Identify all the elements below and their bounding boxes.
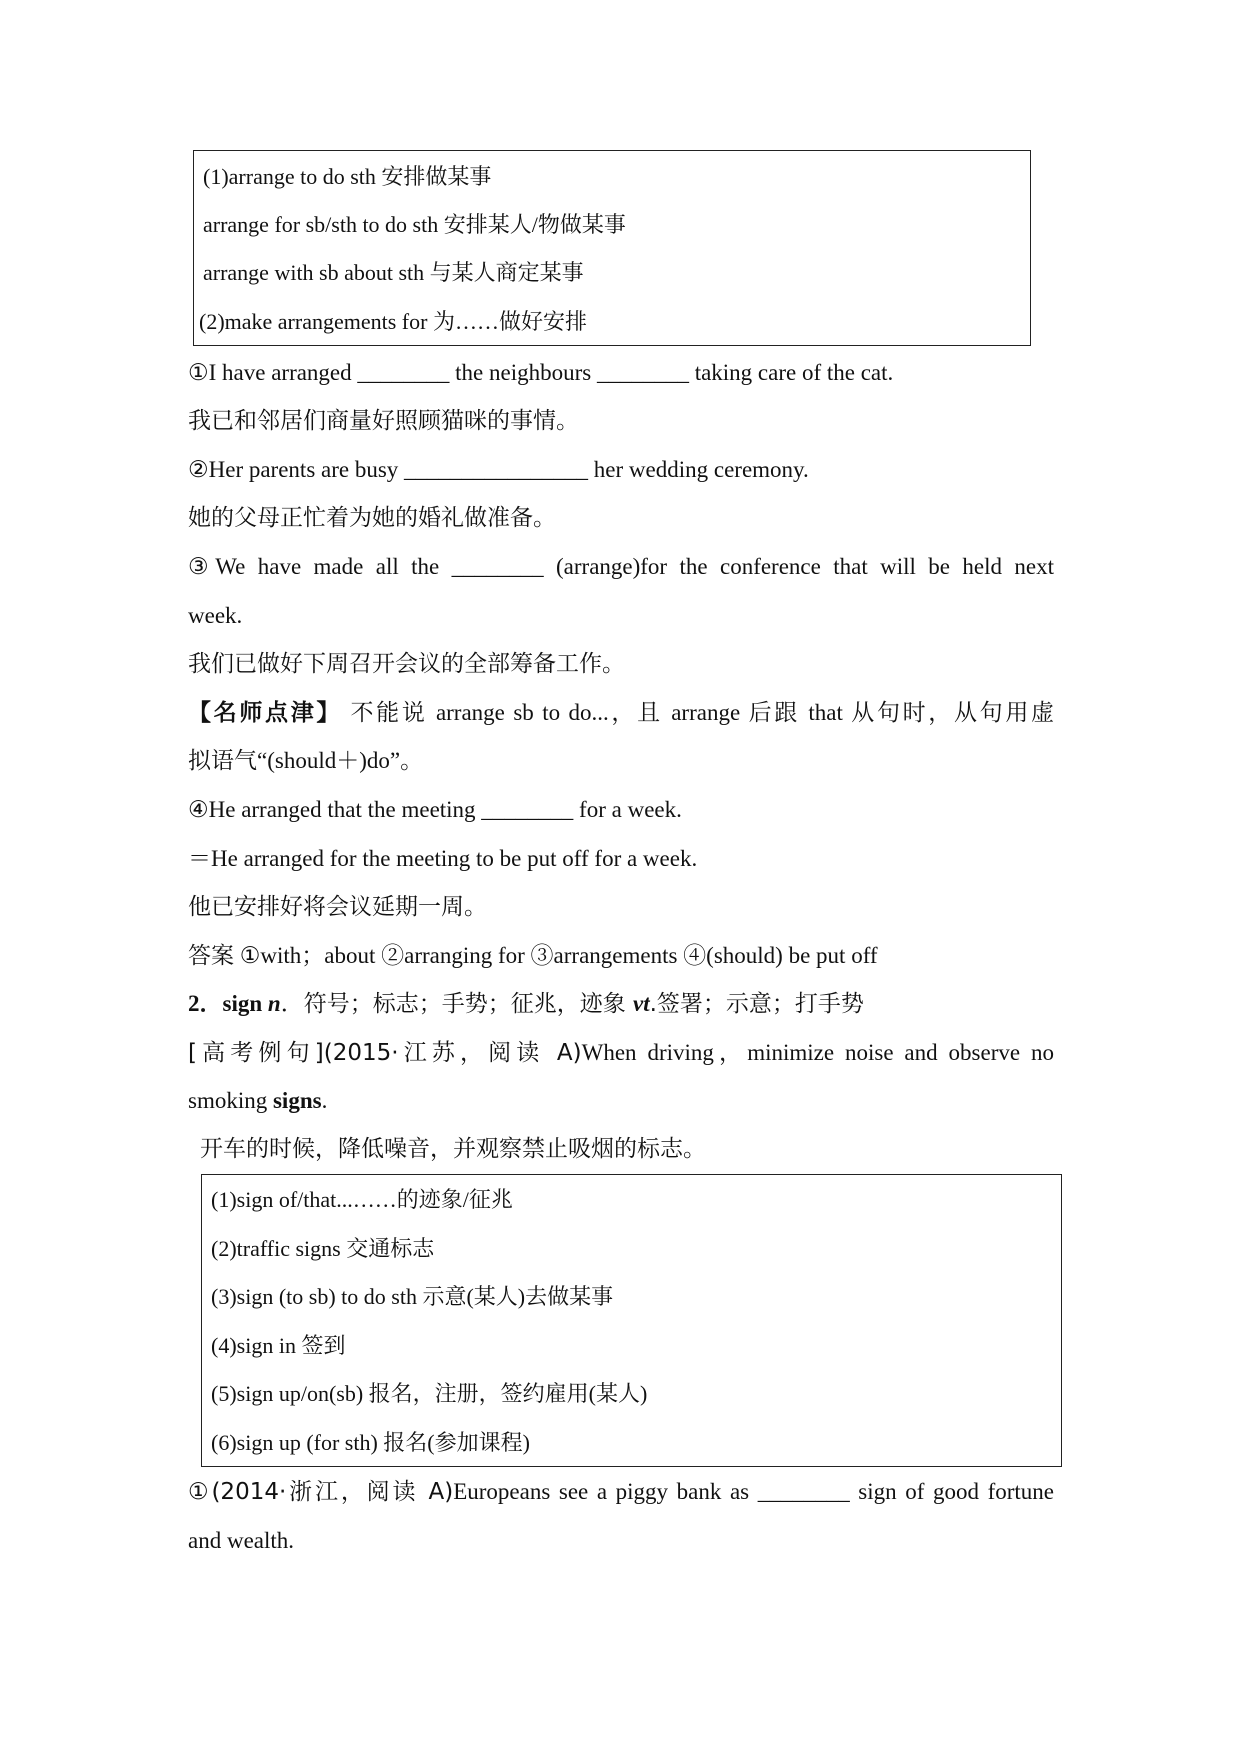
example-1-chinese: 我已和邻居们商量好照顾猫咪的事情。 [188,408,579,433]
example-2-english: ②Her parents are busy ________________ her wedding ceremony. [188,457,809,482]
example-4-english: ④He arranged that the meeting ________ for a week. [188,797,682,822]
heading-word: sign [222,991,263,1016]
teacher-tip-label: 【名师点津】 [188,700,343,726]
sign-example-1-label: ①(2014·浙江，阅读 A) [188,1479,454,1505]
sign-phrases-box [201,1174,1062,1467]
gaokao-example-english: When driving，minimize noise and observe no [581,1040,1054,1065]
box-line: (2)traffic signs 交通标志 [211,1236,435,1261]
arrange-phrases-box [193,150,1031,346]
heading-verb-definition: .签署；示意；打手势 [649,991,864,1017]
box-line: (1)sign of/that...……的迹象/征兆 [211,1187,513,1212]
box-line: (2)make arrangements for 为……做好安排 [199,309,587,334]
answer-text: ①with；about ②arranging for ③arrangements ④(should) be put off [234,943,878,968]
gaokao-example-cont [188,1085,327,1117]
box-line: arrange with sb about sth 与某人商定某事 [203,260,584,285]
sign-example-1-english-cont: and wealth. [188,1528,295,1553]
example-3-chinese: 我们已做好下周召开会议的全部筹备工作。 [188,651,625,676]
teacher-tip-text-cont: 拟语气“(should＋)do”。 [188,748,424,773]
example-1-english: ①I have arranged ________ the neighbours ________ taking care of the cat. [188,360,894,385]
example-4-chinese: 他已安排好将会议延期一周。 [188,894,487,919]
example-2-chinese: 她的父母正忙着为她的婚礼做准备。 [188,505,556,530]
gaokao-example-period: . [321,1088,328,1113]
sign-example-1-english: Europeans see a piggy bank as ________ sign of good fortune [453,1479,1054,1504]
heading-pos-verb: vt [633,991,650,1016]
example-3-english-cont: week. [188,603,243,628]
box-line: (4)sign in 签到 [211,1333,346,1358]
box-line: arrange for sb/sth to do sth 安排某人/物做某事 [203,212,626,237]
example-3-english: ③We have made all the ________ (arrange)for the conference that will be held next [188,554,1054,579]
teacher-tip [188,697,1054,729]
example-4-english-alt: ＝He arranged for the meeting to be put off for a week. [188,846,698,871]
box-line: (5)sign up/on(sb) 报名，注册，签约雇用(某人) [211,1381,648,1406]
sign-example-1 [188,1476,1054,1508]
sign-heading [188,988,864,1020]
gaokao-example-chinese: 开车的时候，降低噪音，并观察禁止吸烟的标志。 [200,1136,706,1161]
gaokao-example [188,1037,1054,1069]
teacher-tip-text: 不能说 arrange sb to do...，且 arrange 后跟 that 从句时，从句用虚 [342,700,1055,725]
box-line: (1)arrange to do sth 安排做某事 [203,164,492,189]
gaokao-example-keyword: signs [272,1088,322,1113]
box-line: (6)sign up (for sth) 报名(参加课程) [211,1430,530,1455]
gaokao-example-label: [高考例句](2015·江苏，阅读 A) [188,1040,582,1066]
gaokao-example-text: smoking [188,1088,273,1113]
box-line: (3)sign (to sb) to do sth 示意(某人)去做某事 [211,1284,614,1309]
heading-number: 2． [188,991,223,1016]
heading-pos-noun: n [262,991,281,1016]
heading-noun-definition: ．符号；标志；手势；征兆，迹象 [280,991,633,1017]
answer-label: 答案 [188,943,234,969]
answer-line [188,940,878,972]
